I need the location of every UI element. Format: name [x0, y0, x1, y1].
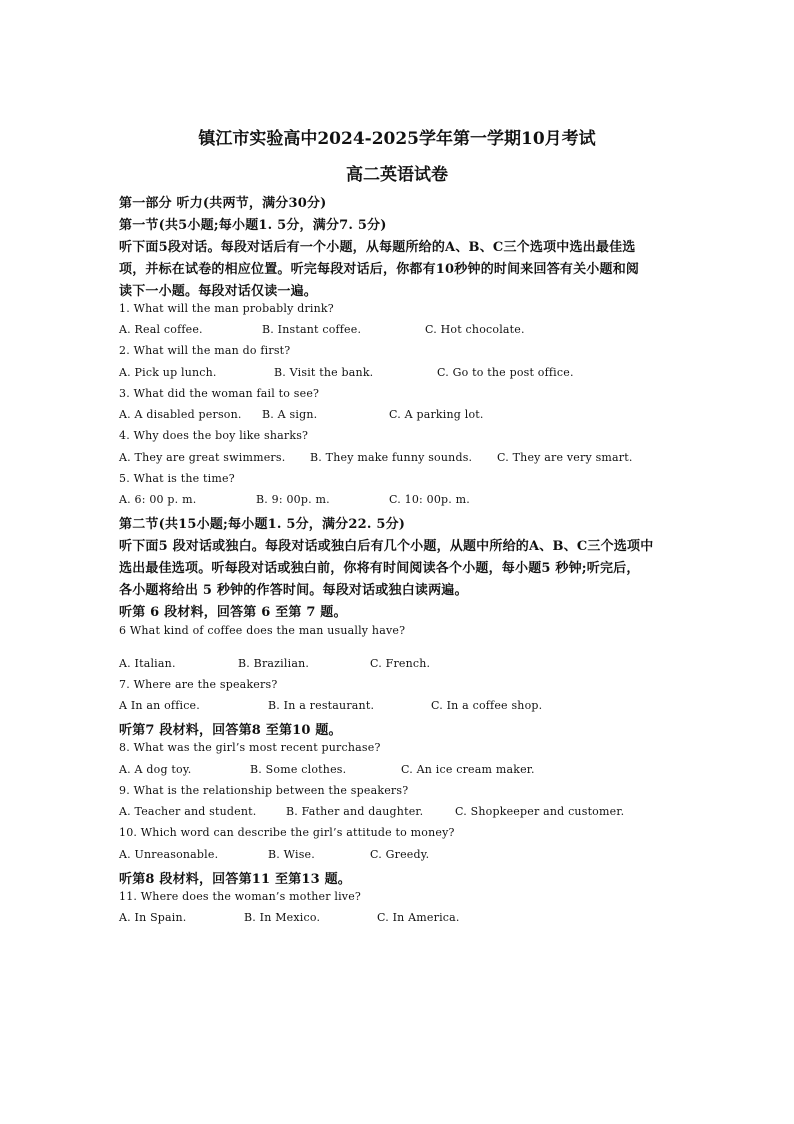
option-b: B. They make funny sounds. [310, 451, 473, 464]
question-text: 10. Which word can describe the girl’s attitude to money? [119, 826, 455, 839]
section2-instruction-line: 听下面5 段对话或独白。每段对话或独白后有几个小题，从题中所给的A、B、C三个选项中 [119, 539, 654, 554]
section1-instruction-line: 听下面5段对话。每段对话后有一个小题，从每题所给的A、B、C三个选项中选出最佳选 [119, 240, 636, 255]
group-heading: 听第7 段材料，回答第8 至第10 题。 [119, 723, 342, 738]
option-c: C. French. [370, 657, 431, 670]
option-c: C. Shopkeeper and customer. [455, 805, 625, 818]
option-b: B. Some clothes. [250, 763, 347, 776]
section1-heading: 第一节(共5小题;每小题1. 5分，满分7. 5分) [119, 218, 387, 233]
option-b: B. 9: 00p. m. [256, 493, 330, 506]
option-b: B. A sign. [262, 408, 318, 421]
option-c: C. In America. [377, 911, 460, 924]
option-b: B. Father and daughter. [286, 805, 424, 818]
question-text: 4. Why does the boy like sharks? [119, 429, 309, 442]
option-c: C. An ice cream maker. [401, 763, 535, 776]
option-a: A. Italian. [119, 657, 176, 670]
option-c: C. They are very smart. [497, 451, 633, 464]
option-c: C. A parking lot. [389, 408, 484, 421]
option-b: B. Visit the bank. [274, 366, 374, 379]
question-text: 9. What is the relationship between the speakers? [119, 784, 409, 797]
question-text: 1. What will the man probably drink? [119, 302, 334, 315]
section1-instruction-line: 读下一小题。每段对话仅读一遍。 [119, 284, 318, 299]
exam-subtitle: 高二英语试卷 [346, 165, 448, 185]
option-a: A. Unreasonable. [119, 848, 219, 861]
option-a: A In an office. [119, 699, 200, 712]
question-text: 6 What kind of coffee does the man usually have? [119, 624, 406, 637]
option-c: C. In a coffee shop. [431, 699, 543, 712]
option-c: C. Go to the post office. [437, 366, 574, 379]
option-a: A. In Spain. [119, 911, 187, 924]
option-b: B. In Mexico. [244, 911, 321, 924]
question-text: 3. What did the woman fail to see? [119, 387, 320, 400]
question-text: 2. What will the man do first? [119, 344, 291, 357]
group-heading: 听第8 段材料，回答第11 至第13 题。 [119, 872, 352, 887]
group-heading: 听第 6 段材料，回答第 6 至第 7 题。 [119, 605, 347, 620]
question-text: 11. Where does the woman’s mother live? [119, 890, 362, 903]
option-a: A. Real coffee. [119, 323, 203, 336]
option-c: C. Greedy. [370, 848, 430, 861]
option-a: A. Pick up lunch. [119, 366, 217, 379]
question-text: 5. What is the time? [119, 472, 235, 485]
question-text: 8. What was the girl’s most recent purchase? [119, 741, 381, 754]
option-b: B. Brazilian. [238, 657, 310, 670]
exam-title: 镇江市实验高中2024-2025学年第一学期10月考试 [198, 129, 596, 149]
option-a: A. They are great swimmers. [119, 451, 286, 464]
option-c: C. 10: 00p. m. [389, 493, 470, 506]
part1-heading: 第一部分 听力(共两节，满分30分) [119, 196, 327, 211]
section1-instruction-line: 项，并标在试卷的相应位置。听完每段对话后，你都有10秒钟的时间来回答有关小题和阅 [119, 262, 640, 277]
option-a: A. Teacher and student. [119, 805, 257, 818]
question-text: 7. Where are the speakers? [119, 678, 278, 691]
section2-instruction-line: 各小题将给出 5 秒钟的作答时间。每段对话或独白读两遍。 [119, 583, 468, 598]
option-a: A. A dog toy. [119, 763, 192, 776]
option-b: B. In a restaurant. [268, 699, 375, 712]
option-a: A. 6: 00 p. m. [119, 493, 197, 506]
section2-heading: 第二节(共15小题;每小题1. 5分，满分22. 5分) [119, 517, 406, 532]
option-a: A. A disabled person. [119, 408, 242, 421]
option-b: B. Wise. [268, 848, 315, 861]
option-c: C. Hot chocolate. [425, 323, 525, 336]
option-b: B. Instant coffee. [262, 323, 362, 336]
section2-instruction-line: 选出最佳选项。听每段对话或独白前，你将有时间阅读各个小题，每小题5 秒钟;听完后， [119, 561, 640, 576]
